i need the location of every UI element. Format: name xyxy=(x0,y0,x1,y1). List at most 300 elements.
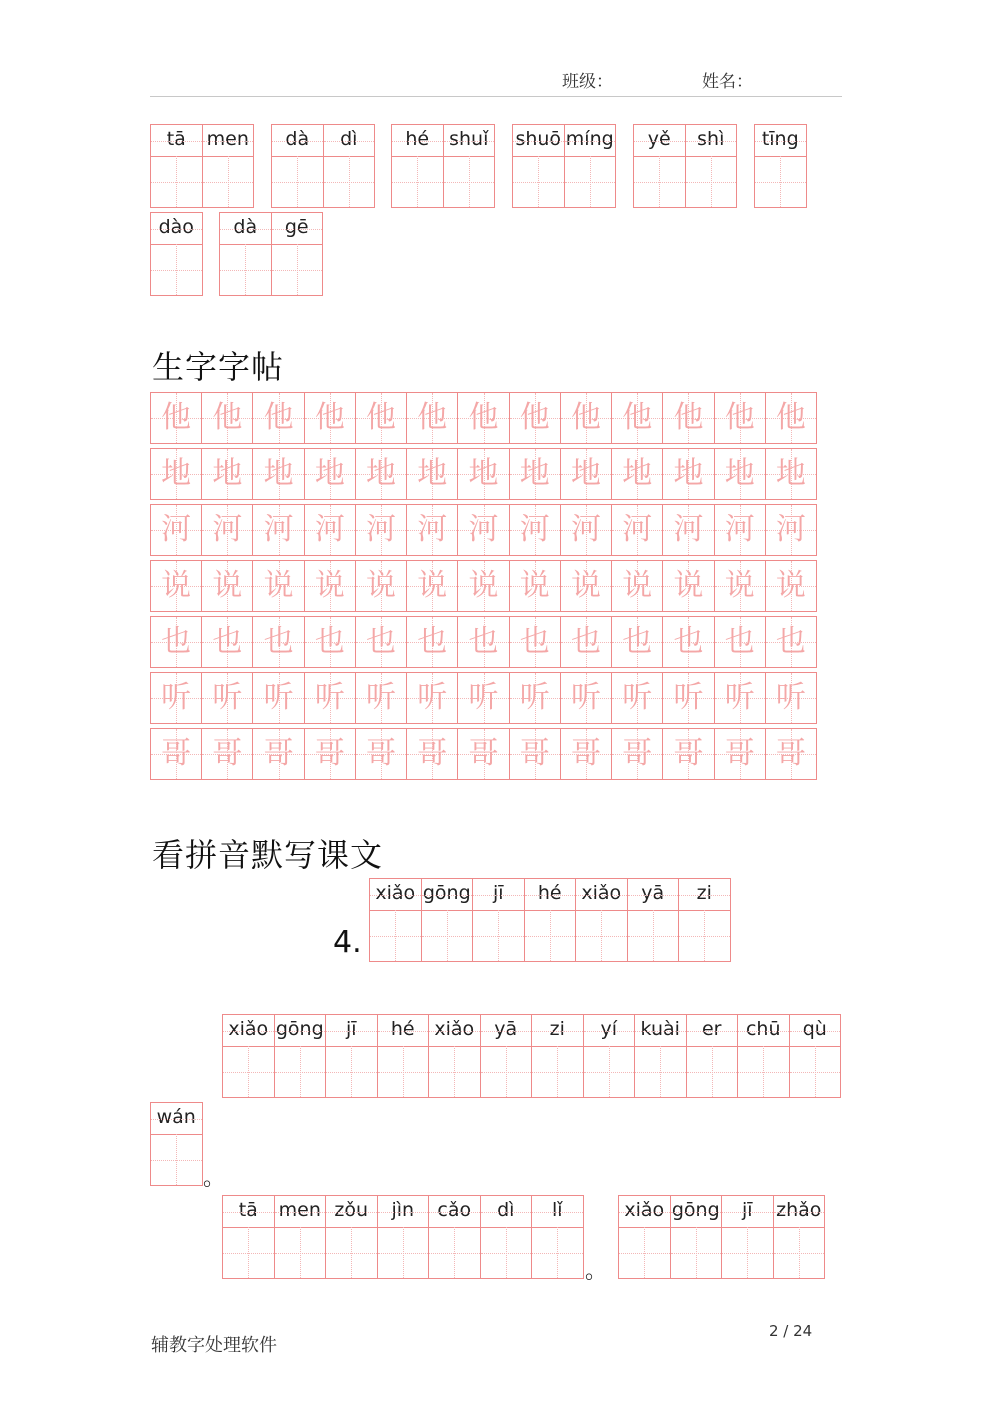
trace-character: 听 xyxy=(366,680,397,715)
pinyin-label: yā xyxy=(628,879,679,911)
writing-box[interactable] xyxy=(722,1227,773,1278)
writing-box[interactable] xyxy=(275,1046,326,1097)
trace-character: 哥 xyxy=(417,736,448,771)
writing-box[interactable] xyxy=(686,156,737,207)
tracing-row xyxy=(150,728,817,780)
trace-character: 说 xyxy=(570,568,601,603)
pinyin-writing-cell xyxy=(633,124,686,208)
pinyin-label: cǎo xyxy=(429,1196,480,1228)
tracing-cell[interactable] xyxy=(561,449,612,499)
tracing-cell[interactable] xyxy=(510,505,561,555)
pinyin-writing-cell xyxy=(369,878,422,962)
trace-character: 也 xyxy=(161,624,192,659)
pinyin-label: jìn xyxy=(378,1196,429,1228)
trace-character: 河 xyxy=(570,512,601,547)
tracing-cell[interactable] xyxy=(356,617,407,667)
trace-character: 听 xyxy=(468,680,499,715)
tracing-cell[interactable] xyxy=(151,505,202,555)
trace-character: 也 xyxy=(775,624,806,659)
pinyin-writing-cell xyxy=(391,124,444,208)
writing-box[interactable] xyxy=(220,244,271,295)
trace-character: 说 xyxy=(622,568,653,603)
pinyin-writing-cell xyxy=(377,1195,430,1279)
tracing-cell[interactable] xyxy=(663,449,714,499)
pinyin-writing-cell xyxy=(480,1014,533,1098)
writing-box[interactable] xyxy=(774,1227,825,1278)
pinyin-writing-cell xyxy=(325,1014,378,1098)
tracing-cell[interactable] xyxy=(561,617,612,667)
trace-character: 哥 xyxy=(673,736,704,771)
trace-character: 哥 xyxy=(519,736,550,771)
pinyin-label: shuō xyxy=(513,125,564,157)
trace-character: 听 xyxy=(263,680,294,715)
trace-character: 说 xyxy=(366,568,397,603)
writing-box[interactable] xyxy=(422,910,473,961)
tracing-cell[interactable] xyxy=(202,673,253,723)
pinyin-label: jī xyxy=(326,1015,377,1047)
tracing-cell[interactable] xyxy=(510,393,561,443)
tracing-cell[interactable] xyxy=(715,561,766,611)
pinyin-label: míng xyxy=(565,125,616,157)
tracing-cell[interactable] xyxy=(663,561,714,611)
pinyin-writing-cell xyxy=(271,124,324,208)
pinyin-writing-cell xyxy=(685,124,738,208)
writing-box[interactable] xyxy=(532,1046,583,1097)
writing-box[interactable] xyxy=(738,1046,789,1097)
writing-box[interactable] xyxy=(671,1227,722,1278)
trace-character: 他 xyxy=(417,400,448,435)
tracing-cell[interactable] xyxy=(561,673,612,723)
writing-box[interactable] xyxy=(392,156,443,207)
tracing-cell[interactable] xyxy=(715,673,766,723)
trace-character: 也 xyxy=(263,624,294,659)
tracing-cell[interactable] xyxy=(151,617,202,667)
trace-character: 说 xyxy=(724,568,755,603)
period-mark: 。 xyxy=(585,1259,608,1284)
pinyin-label: tīng xyxy=(755,125,806,157)
trace-character: 他 xyxy=(161,400,192,435)
tracing-cell[interactable] xyxy=(253,393,304,443)
tracing-cell[interactable] xyxy=(612,393,663,443)
tracing-cell[interactable] xyxy=(356,449,407,499)
tracing-cell[interactable] xyxy=(202,393,253,443)
pinyin-writing-cell xyxy=(531,1195,584,1279)
tracing-cell[interactable] xyxy=(715,617,766,667)
pinyin-label: kuài xyxy=(635,1015,686,1047)
tracing-cell[interactable] xyxy=(356,505,407,555)
trace-character: 也 xyxy=(724,624,755,659)
writing-box[interactable] xyxy=(444,156,495,207)
tracing-cell[interactable] xyxy=(253,617,304,667)
tracing-cell[interactable] xyxy=(407,561,458,611)
tracing-row xyxy=(150,392,817,444)
trace-character: 听 xyxy=(314,680,345,715)
tracing-cell[interactable] xyxy=(356,561,407,611)
writing-box[interactable] xyxy=(151,156,202,207)
writing-box[interactable] xyxy=(634,156,685,207)
pinyin-label: xiǎo xyxy=(223,1015,274,1047)
tracing-cell[interactable] xyxy=(612,729,663,779)
trace-character: 哥 xyxy=(570,736,601,771)
writing-box[interactable] xyxy=(584,1046,635,1097)
tracing-cell[interactable] xyxy=(356,673,407,723)
pinyin-writing-cell xyxy=(773,1195,826,1279)
tracing-cell[interactable] xyxy=(202,729,253,779)
trace-character: 地 xyxy=(570,456,601,491)
pinyin-label: men xyxy=(275,1196,326,1228)
tracing-cell[interactable] xyxy=(561,729,612,779)
tracing-cell[interactable] xyxy=(253,673,304,723)
tracing-cell[interactable] xyxy=(151,449,202,499)
pinyin-label: xiǎo xyxy=(619,1196,670,1228)
writing-box[interactable] xyxy=(525,910,576,961)
writing-box[interactable] xyxy=(429,1046,480,1097)
tracing-cell[interactable] xyxy=(612,505,663,555)
header-divider xyxy=(150,96,842,97)
section-title-characters: 生字字帖 xyxy=(152,348,285,386)
trace-character: 说 xyxy=(673,568,704,603)
pinyin-writing-cell xyxy=(222,1014,275,1098)
trace-character: 哥 xyxy=(622,736,653,771)
pinyin-writing-cell xyxy=(531,1014,584,1098)
writing-box[interactable] xyxy=(481,1046,532,1097)
writing-box[interactable] xyxy=(324,156,375,207)
pinyin-label: gē xyxy=(272,213,323,245)
writing-box[interactable] xyxy=(532,1227,583,1278)
tracing-cell[interactable] xyxy=(458,617,509,667)
tracing-cell[interactable] xyxy=(458,449,509,499)
tracing-cell[interactable] xyxy=(458,505,509,555)
pinyin-writing-cell xyxy=(480,1195,533,1279)
pinyin-writing-cell xyxy=(789,1014,842,1098)
tracing-cell[interactable] xyxy=(510,673,561,723)
trace-character: 他 xyxy=(314,400,345,435)
tracing-cell[interactable] xyxy=(510,449,561,499)
pinyin-label: yā xyxy=(481,1015,532,1047)
trace-character: 他 xyxy=(263,400,294,435)
tracing-cell[interactable] xyxy=(612,617,663,667)
tracing-cell[interactable] xyxy=(407,729,458,779)
trace-character: 说 xyxy=(417,568,448,603)
pinyin-label: shì xyxy=(686,125,737,157)
pinyin-label: zhǎo xyxy=(774,1196,825,1228)
writing-box[interactable] xyxy=(790,1046,841,1097)
pinyin-writing-cell xyxy=(575,878,628,962)
trace-character: 地 xyxy=(314,456,345,491)
tracing-cell[interactable] xyxy=(715,505,766,555)
pinyin-label: hé xyxy=(525,879,576,911)
trace-character: 听 xyxy=(622,680,653,715)
period-mark: 。 xyxy=(203,1166,226,1191)
tracing-cell[interactable] xyxy=(407,673,458,723)
tracing-cell[interactable] xyxy=(458,393,509,443)
trace-character: 河 xyxy=(161,512,192,547)
trace-character: 说 xyxy=(314,568,345,603)
trace-character: 说 xyxy=(519,568,550,603)
pinyin-writing-cell xyxy=(618,1195,671,1279)
writing-box[interactable] xyxy=(370,910,421,961)
trace-character: 他 xyxy=(468,400,499,435)
pinyin-label: jī xyxy=(722,1196,773,1228)
tracing-cell[interactable] xyxy=(766,561,816,611)
trace-character: 他 xyxy=(366,400,397,435)
pinyin-label: gōng xyxy=(275,1015,326,1047)
pinyin-label: dì xyxy=(324,125,375,157)
tracing-cell[interactable] xyxy=(253,729,304,779)
writing-box[interactable] xyxy=(619,1227,670,1278)
trace-character: 他 xyxy=(570,400,601,435)
pinyin-writing-cell xyxy=(512,124,565,208)
pinyin-label: dà xyxy=(272,125,323,157)
trace-character: 也 xyxy=(673,624,704,659)
tracing-cell[interactable] xyxy=(151,673,202,723)
tracing-cell[interactable] xyxy=(253,449,304,499)
pinyin-writing-cell xyxy=(377,1014,430,1098)
pinyin-label: gōng xyxy=(422,879,473,911)
tracing-cell[interactable] xyxy=(202,617,253,667)
page-indicator: 2 / 24 xyxy=(769,1322,813,1340)
tracing-cell[interactable] xyxy=(510,617,561,667)
trace-character: 哥 xyxy=(263,736,294,771)
pinyin-writing-cell xyxy=(323,124,376,208)
tracing-cell[interactable] xyxy=(766,617,816,667)
trace-character: 听 xyxy=(775,680,806,715)
trace-character: 他 xyxy=(673,400,704,435)
trace-character: 河 xyxy=(724,512,755,547)
pinyin-writing-cell xyxy=(428,1195,481,1279)
writing-box[interactable] xyxy=(272,156,323,207)
tracing-cell[interactable] xyxy=(151,393,202,443)
tracing-cell[interactable] xyxy=(561,505,612,555)
writing-box[interactable] xyxy=(223,1046,274,1097)
writing-box[interactable] xyxy=(565,156,616,207)
trace-character: 说 xyxy=(775,568,806,603)
trace-character: 地 xyxy=(366,456,397,491)
tracing-cell[interactable] xyxy=(305,449,356,499)
pinyin-writing-cell xyxy=(670,1195,723,1279)
pinyin-writing-cell xyxy=(271,212,324,296)
trace-character: 地 xyxy=(519,456,550,491)
writing-box[interactable] xyxy=(628,910,679,961)
pinyin-label: zǒu xyxy=(326,1196,377,1228)
trace-character: 也 xyxy=(212,624,243,659)
pinyin-writing-cell xyxy=(421,878,474,962)
tracing-cell[interactable] xyxy=(715,729,766,779)
writing-box[interactable] xyxy=(272,244,323,295)
tracing-cell[interactable] xyxy=(202,561,253,611)
writing-box[interactable] xyxy=(378,1046,429,1097)
trace-character: 也 xyxy=(468,624,499,659)
tracing-cell[interactable] xyxy=(663,505,714,555)
trace-character: 听 xyxy=(212,680,243,715)
tracing-cell[interactable] xyxy=(510,561,561,611)
tracing-cell[interactable] xyxy=(305,617,356,667)
pinyin-label: chū xyxy=(738,1015,789,1047)
writing-box[interactable] xyxy=(378,1227,429,1278)
writing-box[interactable] xyxy=(326,1046,377,1097)
passage-number: 4. xyxy=(333,925,362,960)
tracing-cell[interactable] xyxy=(766,505,816,555)
tracing-cell[interactable] xyxy=(663,729,714,779)
tracing-cell[interactable] xyxy=(253,561,304,611)
tracing-cell[interactable] xyxy=(253,505,304,555)
trace-character: 河 xyxy=(519,512,550,547)
tracing-cell[interactable] xyxy=(407,393,458,443)
pinyin-label: lǐ xyxy=(532,1196,583,1228)
tracing-cell[interactable] xyxy=(766,673,816,723)
tracing-cell[interactable] xyxy=(305,561,356,611)
tracing-cell[interactable] xyxy=(612,673,663,723)
tracing-cell[interactable] xyxy=(305,673,356,723)
tracing-cell[interactable] xyxy=(151,729,202,779)
pinyin-label: dào xyxy=(151,213,202,245)
trace-character: 河 xyxy=(263,512,294,547)
tracing-cell[interactable] xyxy=(766,449,816,499)
tracing-cell[interactable] xyxy=(356,393,407,443)
trace-character: 也 xyxy=(314,624,345,659)
tracing-cell[interactable] xyxy=(561,393,612,443)
tracing-cell[interactable] xyxy=(407,617,458,667)
tracing-cell[interactable] xyxy=(202,449,253,499)
trace-character: 听 xyxy=(417,680,448,715)
pinyin-writing-cell xyxy=(150,124,203,208)
tracing-cell[interactable] xyxy=(458,673,509,723)
trace-character: 他 xyxy=(724,400,755,435)
trace-character: 河 xyxy=(212,512,243,547)
trace-character: 地 xyxy=(724,456,755,491)
pinyin-writing-cell xyxy=(274,1195,327,1279)
tracing-row xyxy=(150,672,817,724)
trace-character: 河 xyxy=(468,512,499,547)
tracing-cell[interactable] xyxy=(202,505,253,555)
writing-box[interactable] xyxy=(513,156,564,207)
pinyin-label: wán xyxy=(151,1103,202,1135)
tracing-cell[interactable] xyxy=(663,673,714,723)
pinyin-writing-cell xyxy=(721,1195,774,1279)
pinyin-label: er xyxy=(687,1015,738,1047)
trace-character: 说 xyxy=(161,568,192,603)
tracing-cell[interactable] xyxy=(305,505,356,555)
writing-box[interactable] xyxy=(473,910,524,961)
pinyin-label: xiǎo xyxy=(576,879,627,911)
writing-box[interactable] xyxy=(223,1227,274,1278)
trace-character: 地 xyxy=(417,456,448,491)
pinyin-writing-cell xyxy=(524,878,577,962)
pinyin-writing-cell xyxy=(325,1195,378,1279)
pinyin-writing-cell xyxy=(150,212,203,296)
pinyin-label: zi xyxy=(679,879,730,911)
tracing-cell[interactable] xyxy=(458,729,509,779)
tracing-cell[interactable] xyxy=(663,393,714,443)
trace-character: 他 xyxy=(519,400,550,435)
tracing-cell[interactable] xyxy=(356,729,407,779)
trace-character: 河 xyxy=(673,512,704,547)
writing-box[interactable] xyxy=(679,910,730,961)
pinyin-label: tā xyxy=(151,125,202,157)
pinyin-label: dà xyxy=(220,213,271,245)
trace-character: 河 xyxy=(366,512,397,547)
tracing-cell[interactable] xyxy=(407,505,458,555)
tracing-cell[interactable] xyxy=(612,449,663,499)
trace-character: 地 xyxy=(622,456,653,491)
writing-box[interactable] xyxy=(275,1227,326,1278)
tracing-cell[interactable] xyxy=(663,617,714,667)
trace-character: 听 xyxy=(673,680,704,715)
writing-box[interactable] xyxy=(151,1134,202,1185)
tracing-cell[interactable] xyxy=(766,729,816,779)
trace-character: 说 xyxy=(468,568,499,603)
tracing-cell[interactable] xyxy=(715,449,766,499)
trace-character: 地 xyxy=(212,456,243,491)
writing-box[interactable] xyxy=(481,1227,532,1278)
trace-character: 哥 xyxy=(161,736,192,771)
pinyin-writing-cell xyxy=(472,878,525,962)
name-label: 姓名： xyxy=(702,72,753,92)
trace-character: 哥 xyxy=(212,736,243,771)
pinyin-label: qù xyxy=(790,1015,841,1047)
pinyin-writing-cell xyxy=(222,1195,275,1279)
trace-character: 哥 xyxy=(468,736,499,771)
pinyin-label: yí xyxy=(584,1015,635,1047)
trace-character: 听 xyxy=(570,680,601,715)
pinyin-writing-cell xyxy=(428,1014,481,1098)
writing-box[interactable] xyxy=(576,910,627,961)
tracing-cell[interactable] xyxy=(407,449,458,499)
writing-box[interactable] xyxy=(429,1227,480,1278)
writing-box[interactable] xyxy=(203,156,254,207)
trace-character: 河 xyxy=(417,512,448,547)
writing-box[interactable] xyxy=(687,1046,738,1097)
pinyin-writing-cell xyxy=(202,124,255,208)
tracing-cell[interactable] xyxy=(305,393,356,443)
writing-box[interactable] xyxy=(326,1227,377,1278)
pinyin-label: hé xyxy=(378,1015,429,1047)
tracing-cell[interactable] xyxy=(612,561,663,611)
pinyin-label: tā xyxy=(223,1196,274,1228)
pinyin-label: yě xyxy=(634,125,685,157)
pinyin-label: xiǎo xyxy=(370,879,421,911)
pinyin-label: hé xyxy=(392,125,443,157)
trace-character: 也 xyxy=(519,624,550,659)
pinyin-writing-cell xyxy=(583,1014,636,1098)
trace-character: 他 xyxy=(212,400,243,435)
writing-box[interactable] xyxy=(151,244,202,295)
pinyin-label: shuǐ xyxy=(444,125,495,157)
tracing-cell[interactable] xyxy=(561,561,612,611)
writing-box[interactable] xyxy=(635,1046,686,1097)
tracing-cell[interactable] xyxy=(510,729,561,779)
pinyin-writing-cell xyxy=(754,124,807,208)
writing-box[interactable] xyxy=(755,156,806,207)
tracing-cell[interactable] xyxy=(305,729,356,779)
tracing-cell[interactable] xyxy=(715,393,766,443)
trace-character: 也 xyxy=(366,624,397,659)
trace-character: 听 xyxy=(519,680,550,715)
tracing-cell[interactable] xyxy=(458,561,509,611)
pinyin-label: zi xyxy=(532,1015,583,1047)
trace-character: 也 xyxy=(417,624,448,659)
tracing-cell[interactable] xyxy=(766,393,816,443)
tracing-cell[interactable] xyxy=(151,561,202,611)
pinyin-writing-cell xyxy=(564,124,617,208)
trace-character: 听 xyxy=(161,680,192,715)
trace-character: 河 xyxy=(314,512,345,547)
pinyin-label: men xyxy=(203,125,254,157)
trace-character: 河 xyxy=(775,512,806,547)
trace-character: 他 xyxy=(775,400,806,435)
trace-character: 他 xyxy=(622,400,653,435)
trace-character: 地 xyxy=(263,456,294,491)
